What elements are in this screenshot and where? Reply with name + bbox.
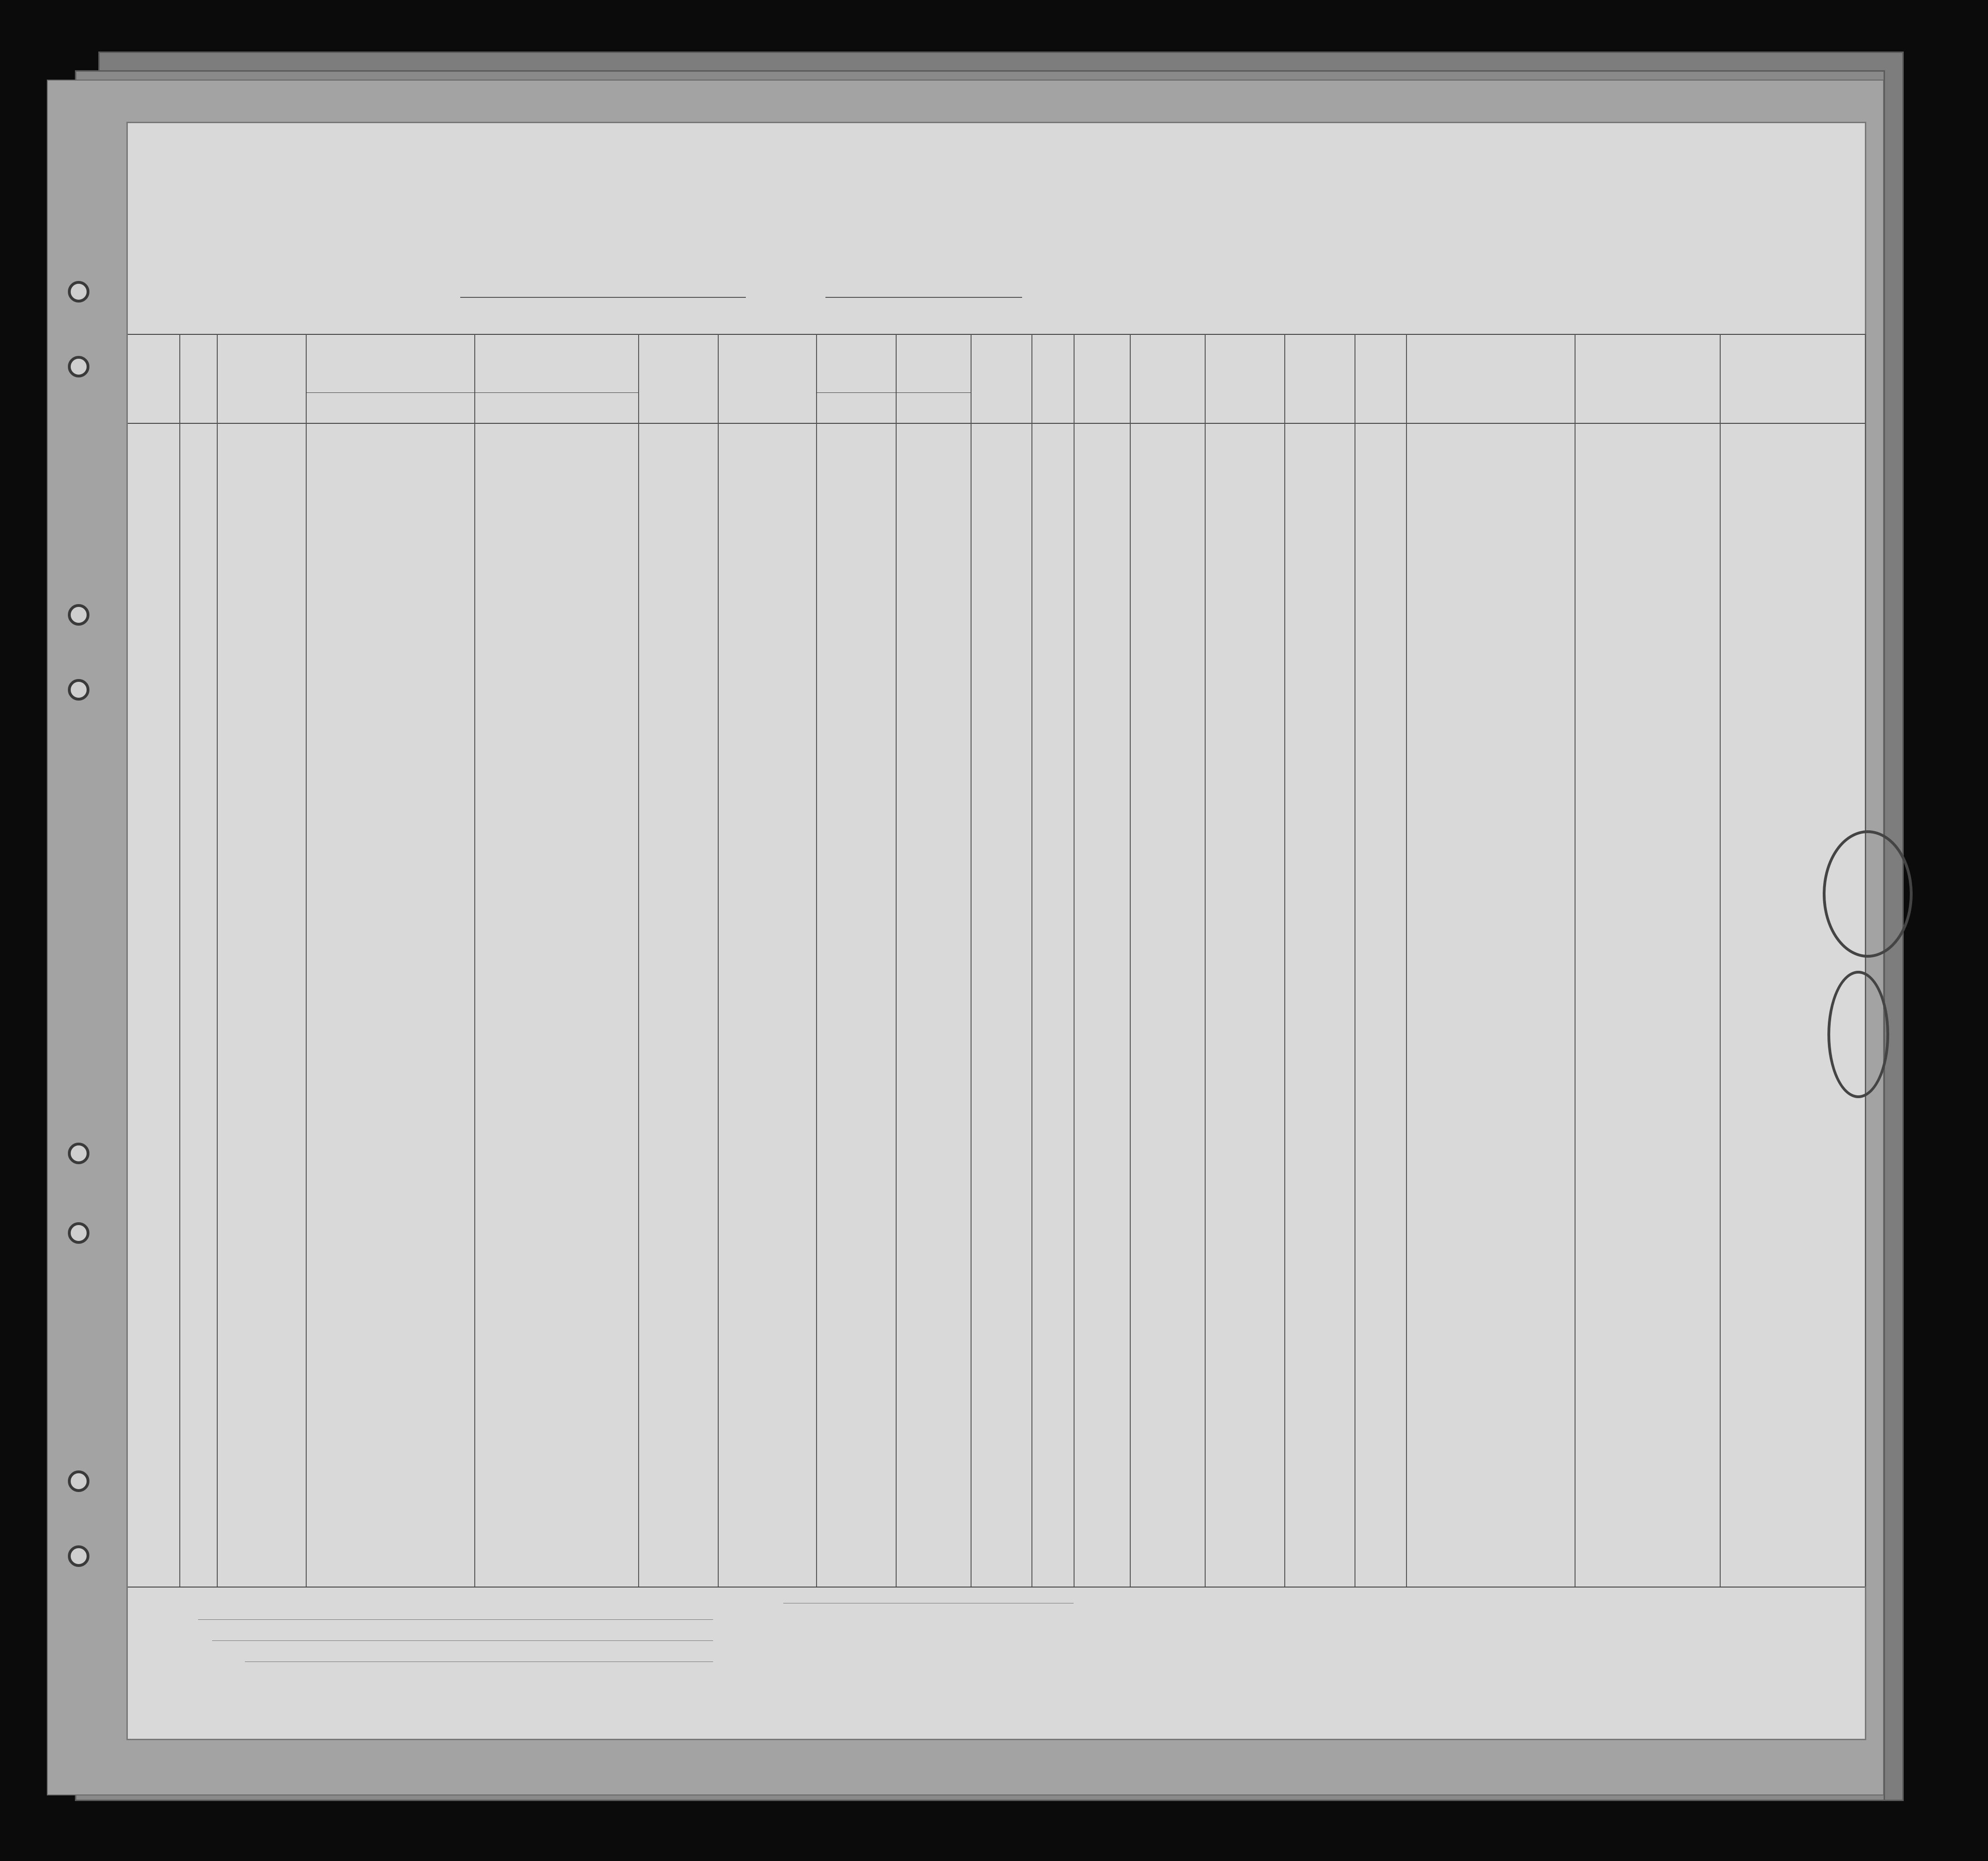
binder-hole [68,604,89,626]
column-divider [1575,334,1576,1587]
table-bottom-rule [128,1587,1865,1588]
column-header [1130,340,1205,347]
header-bottom-rule [128,423,1865,424]
line-field [198,1619,713,1620]
column-divider [1205,334,1206,1587]
column-header [1074,340,1130,347]
column-divider [816,334,817,1587]
consulate-stamp [1823,830,1913,958]
column-divider [1720,334,1721,1587]
column-header [1575,340,1720,347]
binder-hole [68,356,89,377]
column-divider [896,334,897,1587]
column-header [971,340,1031,347]
binder-hole [68,1470,89,1492]
column-header [1720,340,1865,347]
column-divider [474,334,475,1587]
column-header [1205,340,1284,347]
column-divider [1284,334,1285,1587]
column-divider [306,334,307,1587]
column-divider [638,334,639,1587]
subheader-rule [306,392,638,393]
column-divider [1406,334,1407,1587]
column-divider [1074,334,1075,1587]
table-top-rule [128,334,1865,335]
manifest-table [128,123,1865,1739]
consulate-stamp [1827,971,1889,1098]
column-divider [971,334,972,1587]
column-header [816,340,971,347]
column-header [718,340,816,347]
subcolumn-divider [474,392,475,423]
binder-hole [68,1545,89,1567]
column-header [217,340,306,347]
subheader-rule [816,392,971,393]
binder-hole [68,1222,89,1244]
column-header [179,340,217,347]
column-divider [217,334,218,1587]
manifest-page [126,122,1866,1740]
column-header [638,340,718,347]
column-divider [1130,334,1131,1587]
column-divider [718,334,719,1587]
column-header [306,340,638,347]
column-divider [1865,334,1866,1587]
column-divider [179,334,180,1587]
binder-hole [68,679,89,701]
column-header [1406,340,1575,347]
column-header [1284,340,1355,347]
subcolumn-divider [896,392,897,423]
binder-hole [68,1143,89,1164]
binder-hole [68,281,89,303]
column-header [1031,340,1074,347]
column-header [1355,340,1406,347]
owners-field [212,1640,713,1641]
column-divider [1031,334,1032,1587]
